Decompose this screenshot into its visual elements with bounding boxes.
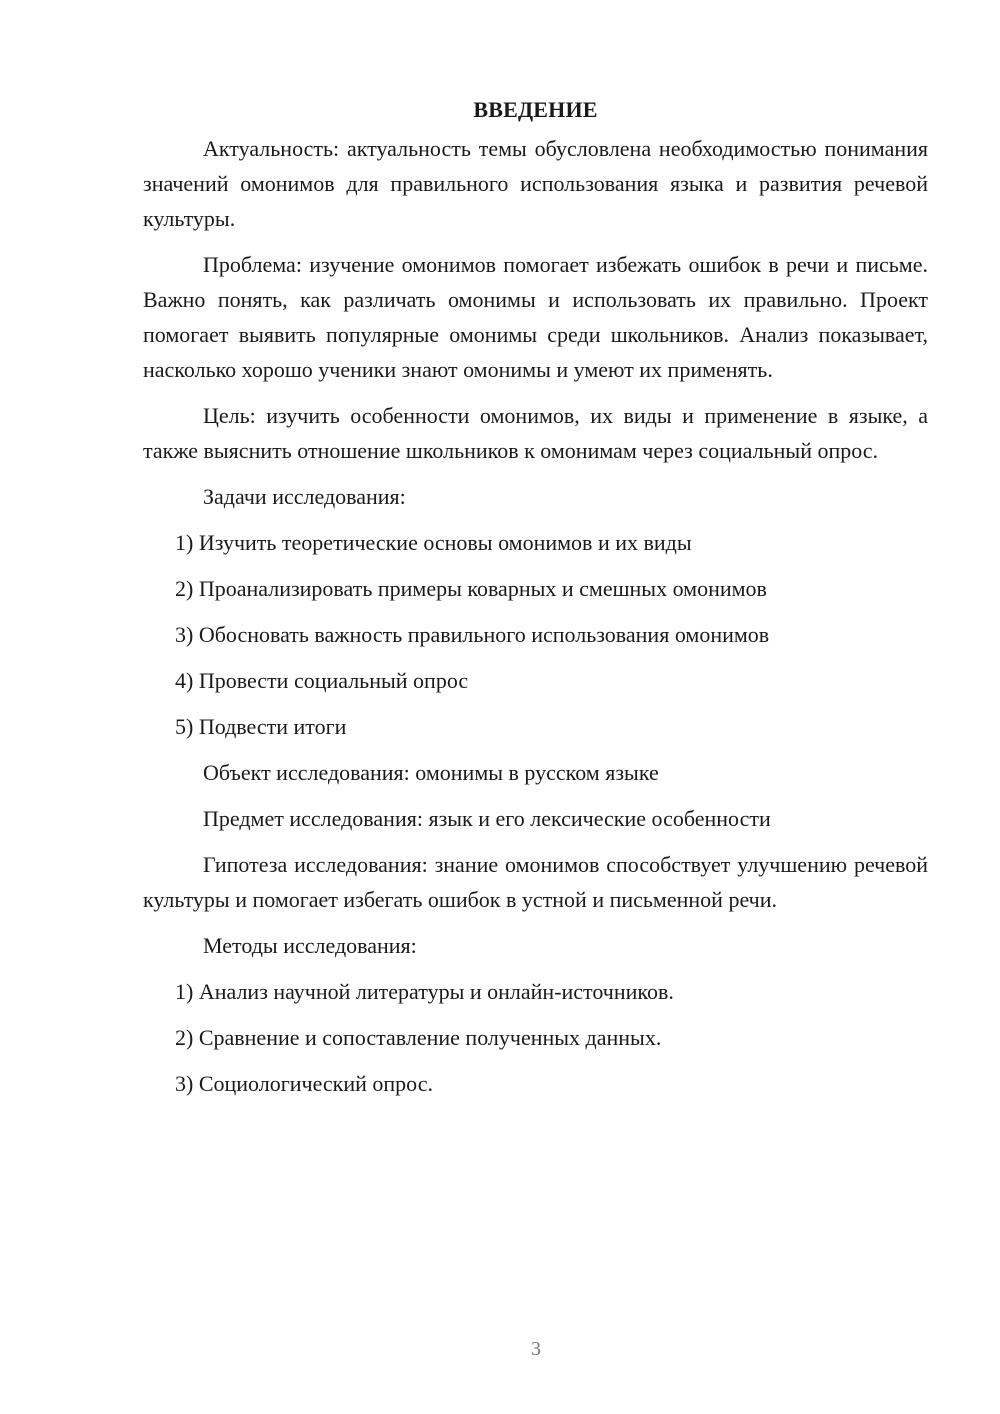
goal-paragraph: Цель: изучить особенности омонимов, их виды и применение в языке, а также выяснить отношение школьников к омонимам через социальный опрос. xyxy=(143,403,928,463)
page-content xyxy=(143,92,928,1112)
hypothesis-paragraph: Гипотеза исследования: знание омонимов способствует улучшению речевой культуры и помогает избегать ошибок в устной и письменной речи. xyxy=(143,852,928,912)
task-item: 4) Провести социальный опрос xyxy=(175,668,469,693)
methods-list xyxy=(143,974,928,1101)
research-subject: Предмет исследования: язык и его лексические особенности xyxy=(203,806,771,831)
problem-paragraph: Проблема: изучение омонимов помогает избежать ошибок в речи и письме. Важно понять, как различать омонимы и использовать их правильно. Проект помогает выявить популярные омонимы среди школьников. Анализ показывает, насколько хорошо ученики знают омонимы и умеют их применять. xyxy=(143,252,928,382)
method-item: 2) Сравнение и сопоставление полученных данных. xyxy=(175,1025,662,1050)
page-number: 3 xyxy=(531,1338,541,1360)
method-item: 1) Анализ научной литературы и онлайн-источников. xyxy=(175,979,674,1004)
task-item: 1) Изучить теоретические основы омонимов и их виды xyxy=(175,530,692,555)
tasks-list xyxy=(143,525,928,744)
task-item: 2) Проанализировать примеры коварных и смешных омонимов xyxy=(175,576,767,601)
tasks-heading: Задачи исследования: xyxy=(203,484,406,509)
task-item: 5) Подвести итоги xyxy=(175,714,347,739)
methods-heading: Методы исследования: xyxy=(203,933,417,958)
task-item: 3) Обосновать важность правильного использования омонимов xyxy=(175,622,770,647)
method-item: 3) Социологический опрос. xyxy=(175,1071,433,1096)
relevance-paragraph: Актуальность: актуальность темы обусловлена необходимостью понимания значений омонимов для правильного использования языка и развития речевой культуры. xyxy=(143,136,928,231)
research-object: Объект исследования: омонимы в русском языке xyxy=(203,760,659,785)
page-title: ВВЕДЕНИЕ xyxy=(473,97,598,122)
